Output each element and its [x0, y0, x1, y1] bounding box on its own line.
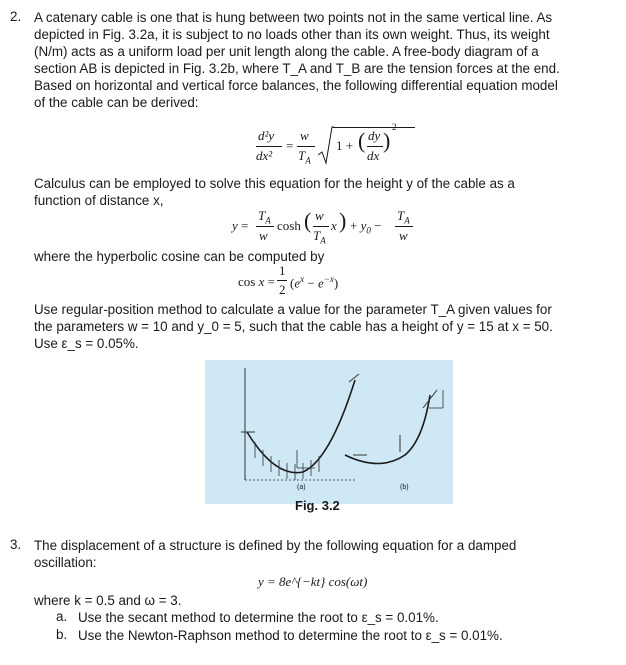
p3-line-1: The displacement of a structure is defined by the following equation for a damped: [34, 538, 517, 553]
figure-3-2: [205, 360, 453, 504]
p2-task-line-3: Use ε_s = 0.05%.: [34, 336, 139, 351]
p3-given: where k = 0.5 and ω = 3.: [34, 593, 182, 608]
p2-calc-line-2: function of distance x,: [34, 193, 164, 208]
figure-label-a: (a): [297, 484, 306, 491]
p2-task-line-1: Use regular-position method to calculate a value for the parameter T_A given values for: [34, 302, 552, 317]
p2-line-3: (N/m) acts as a uniform load per unit length along the cable. A free-body diagram of a: [34, 44, 539, 59]
problem-3-number: 3.: [10, 537, 22, 552]
figure-caption: Fig. 3.2: [295, 498, 340, 513]
catenary-diagram: [205, 360, 453, 504]
item-a-marker: a.: [56, 609, 68, 624]
p3-line-2: oscillation:: [34, 555, 97, 570]
p2-line-5: Based on horizontal and vertical force balances, the following differential equation model: [34, 78, 558, 93]
figure-label-b: (b): [400, 484, 409, 491]
p2-line-1: A catenary cable is one that is hung between two points not in the same vertical line. As: [34, 10, 553, 25]
p2-line-6: of the cable can be derived:: [34, 95, 199, 110]
item-b-text: Use the Newton-Raphson method to determine the root to ε_s = 0.01%.: [78, 628, 503, 643]
p2-task-line-2: the parameters w = 10 and y_0 = 5, such that the cable has a height of y = 15 at x = 50.: [34, 319, 553, 334]
item-a-text: Use the secant method to determine the root to ε_s = 0.01%.: [78, 610, 439, 625]
damped-oscillation-equation: y = 8e^{−kt} cos(ωt): [258, 574, 368, 589]
problem-2-number: 2.: [10, 9, 22, 24]
p2-line-4: section AB is depicted in Fig. 3.2b, where T_A and T_B are the tension forces at the end.: [34, 61, 560, 76]
p2-cosh-intro: where the hyperbolic cosine can be computed by: [34, 249, 325, 264]
item-b-marker: b.: [56, 627, 68, 642]
p2-calc-line-1: Calculus can be employed to solve this equation for the height y of the cable as a: [34, 176, 515, 191]
p2-line-2: depicted in Fig. 3.2a, it is subject to no loads other than its own weight. Thus, its weight: [34, 27, 550, 42]
